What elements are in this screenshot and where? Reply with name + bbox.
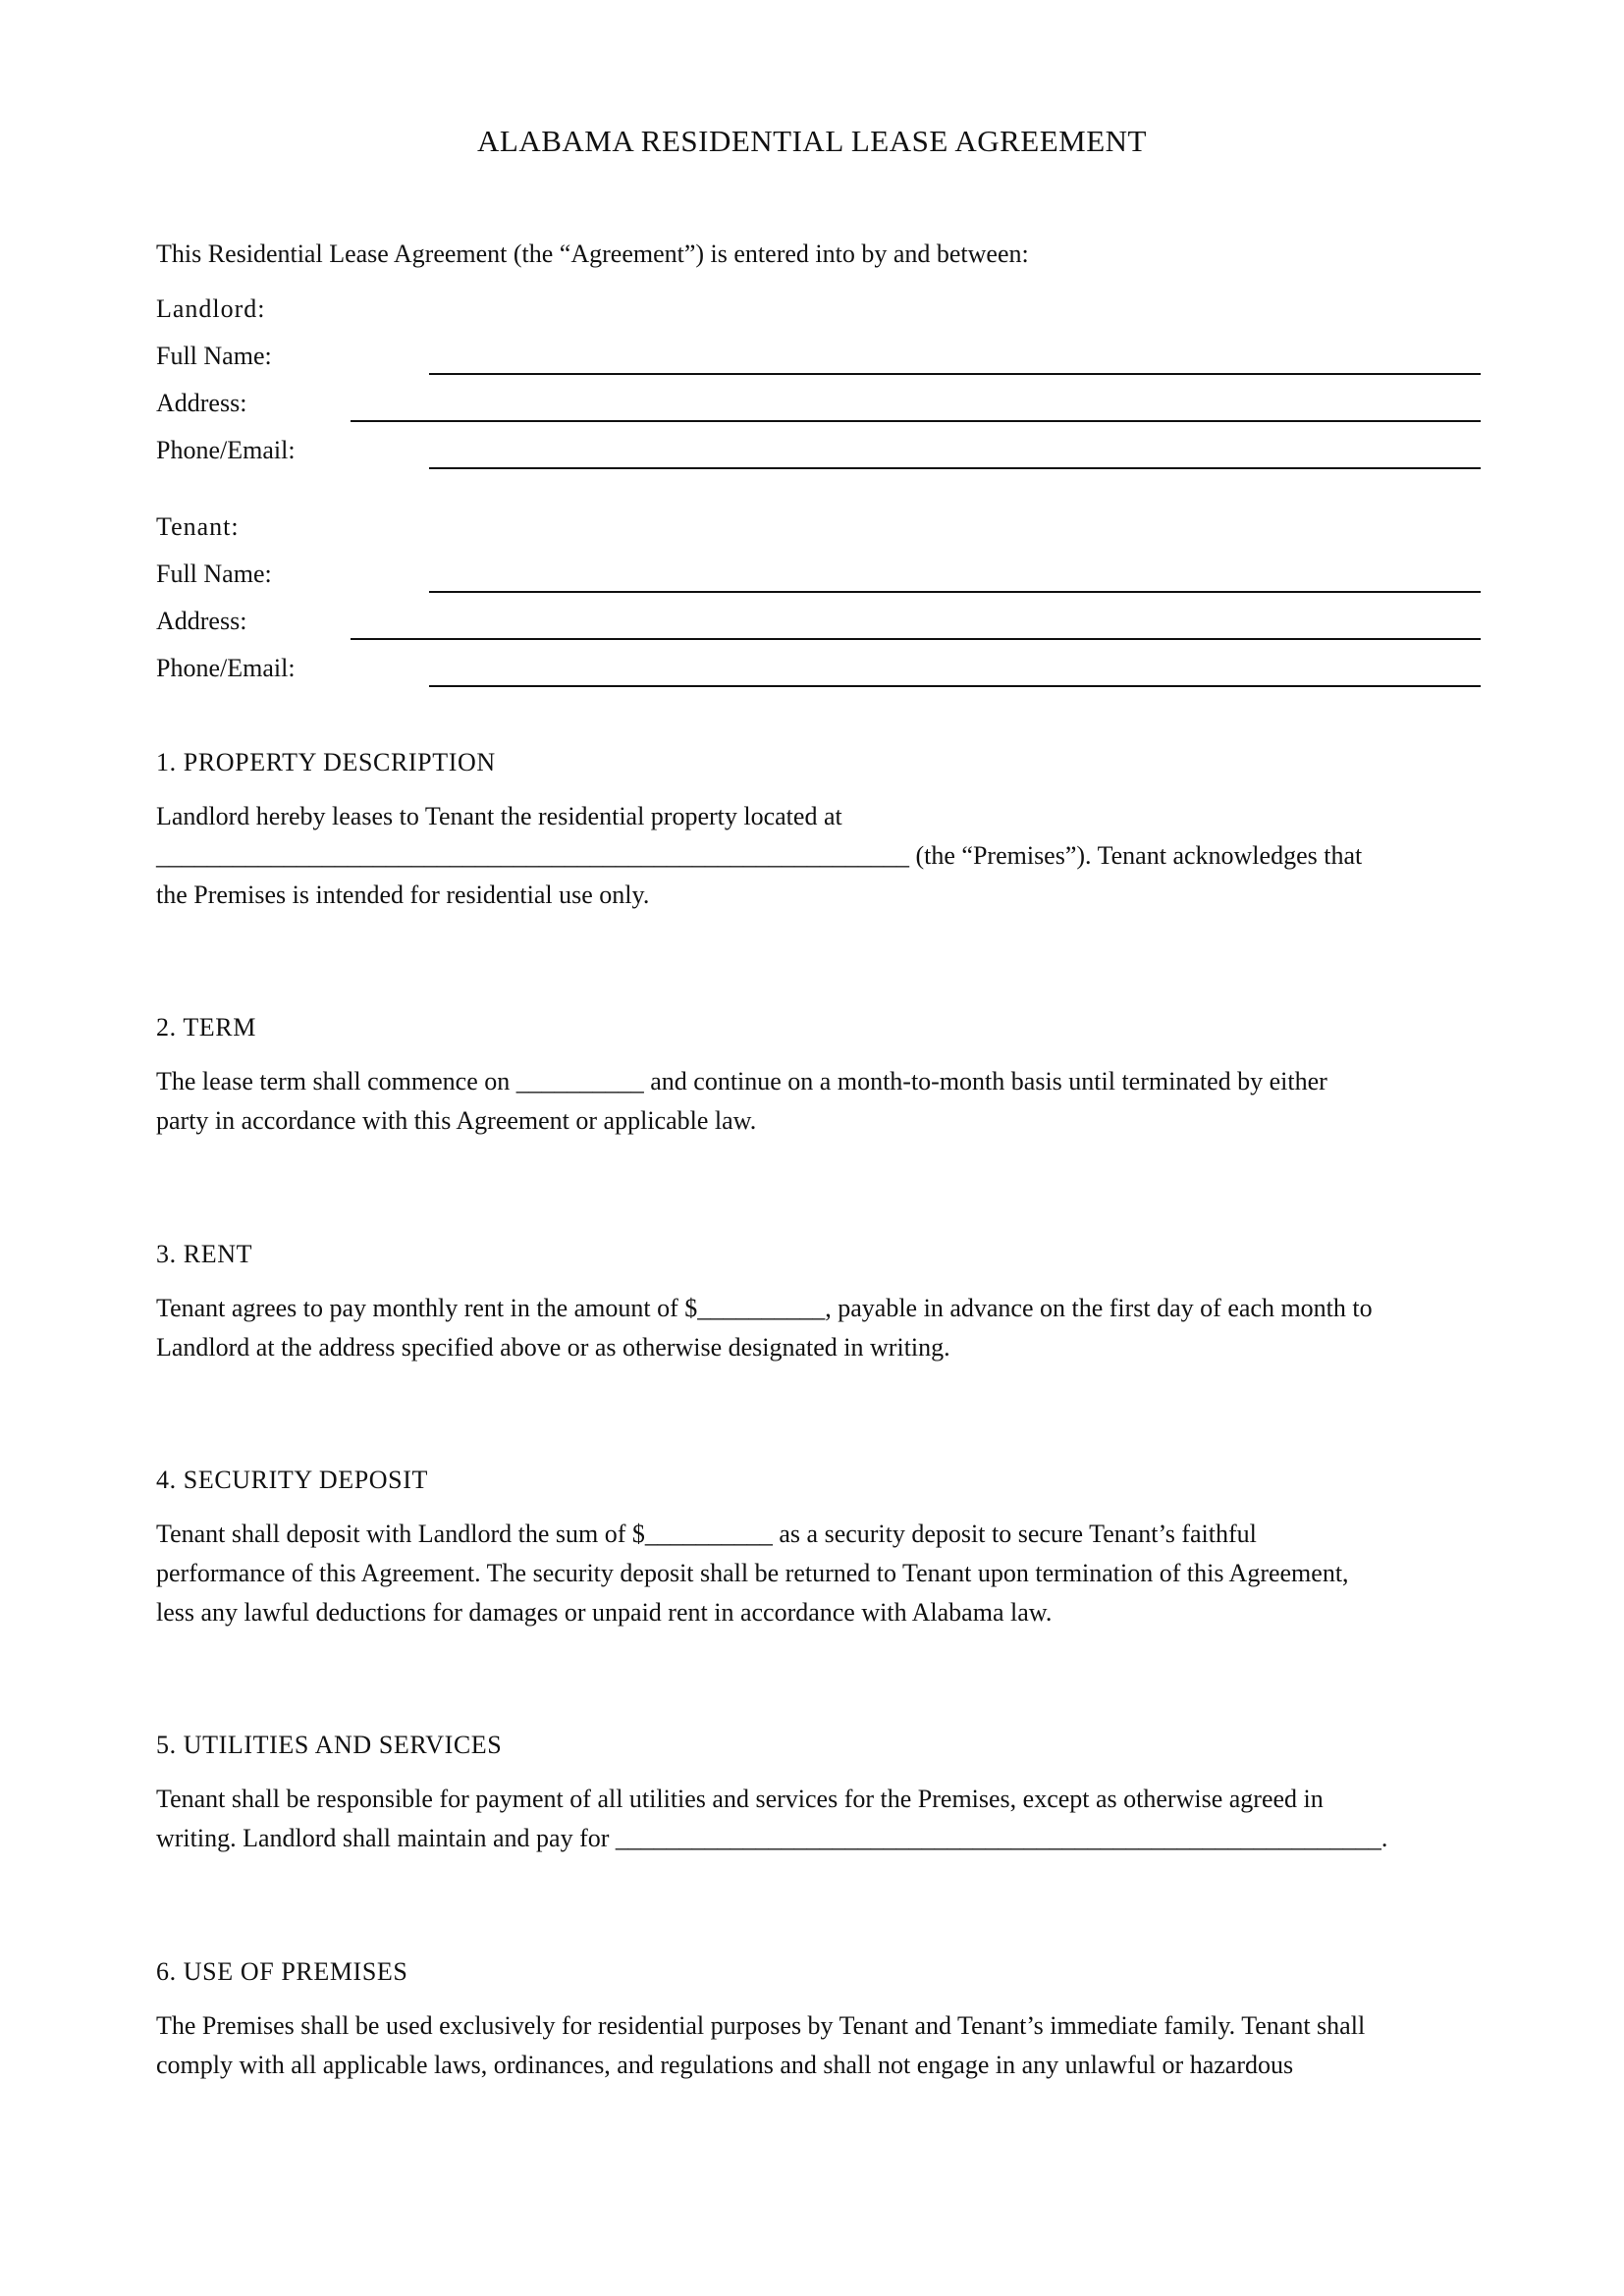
tenant-address-field[interactable] (351, 638, 1481, 640)
body-line: performance of this Agreement. The security deposit shall be returned to Tenant upon termination of this Agreement, (156, 1559, 1349, 1587)
body-line: writing. Landlord shall maintain and pay for ____________________________________________________________. (156, 1824, 1388, 1852)
section-property-description-body (156, 797, 1491, 915)
body-line: Landlord at the address specified above or as otherwise designated in writing. (156, 1333, 950, 1362)
landlord-address-field[interactable] (351, 420, 1481, 422)
body-line: The Premises shall be used exclusively for residential purposes by Tenant and Tenant’s immediate family. Tenant shall (156, 2011, 1366, 2040)
landlord-contact-label: Phone/Email: (156, 436, 296, 464)
section-utilities-body (156, 1780, 1491, 1858)
landlord-heading: Landlord: (156, 294, 266, 323)
section-security-deposit-body (156, 1515, 1491, 1632)
document-title: ALABAMA RESIDENTIAL LEASE AGREEMENT (477, 124, 1147, 158)
landlord-full-name-field[interactable] (429, 373, 1481, 375)
landlord-contact-field[interactable] (429, 467, 1481, 469)
landlord-full-name-label: Full Name: (156, 342, 272, 370)
tenant-contact-label: Phone/Email: (156, 654, 296, 682)
section-utilities-heading: 5. UTILITIES AND SERVICES (156, 1731, 503, 1759)
body-line: Tenant shall be responsible for payment of all utilities and services for the Premises, except as otherwise agreed in (156, 1785, 1324, 1813)
section-rent-body (156, 1289, 1491, 1367)
intro-paragraph: This Residential Lease Agreement (the “Agreement”) is entered into by and between: (156, 240, 1029, 268)
landlord-address-label: Address: (156, 389, 247, 417)
tenant-heading: Tenant: (156, 512, 240, 541)
body-line: party in accordance with this Agreement or applicable law. (156, 1106, 757, 1135)
section-security-deposit-heading: 4. SECURITY DEPOSIT (156, 1466, 428, 1494)
body-line: Tenant shall deposit with Landlord the sum of $__________ as a security deposit to secure Tenant’s faithful (156, 1520, 1257, 1548)
section-term-body (156, 1062, 1491, 1141)
section-property-description-heading: 1. PROPERTY DESCRIPTION (156, 748, 496, 776)
body-line: comply with all applicable laws, ordinances, and regulations and shall not engage in any unlawful or hazardous (156, 2051, 1294, 2079)
body-line: Tenant agrees to pay monthly rent in the amount of $__________, payable in advance on the first day of each month to (156, 1294, 1373, 1322)
body-line: The lease term shall commence on __________ and continue on a month-to-month basis until terminated by either (156, 1067, 1327, 1095)
section-term-heading: 2. TERM (156, 1013, 256, 1041)
body-line: Landlord hereby leases to Tenant the residential property located at (156, 802, 842, 830)
body-line: ___________________________________________________________ (the “Premises”). Tenant acknowledges that (156, 841, 1363, 870)
tenant-full-name-field[interactable] (429, 591, 1481, 593)
tenant-full-name-label: Full Name: (156, 560, 272, 588)
section-use-of-premises-body (156, 2006, 1491, 2085)
body-line: less any lawful deductions for damages or unpaid rent in accordance with Alabama law. (156, 1598, 1053, 1627)
section-use-of-premises-heading: 6. USE OF PREMISES (156, 1957, 408, 1986)
section-rent-heading: 3. RENT (156, 1240, 253, 1268)
tenant-address-label: Address: (156, 607, 247, 635)
tenant-contact-field[interactable] (429, 685, 1481, 687)
body-line: the Premises is intended for residential use only. (156, 881, 650, 909)
